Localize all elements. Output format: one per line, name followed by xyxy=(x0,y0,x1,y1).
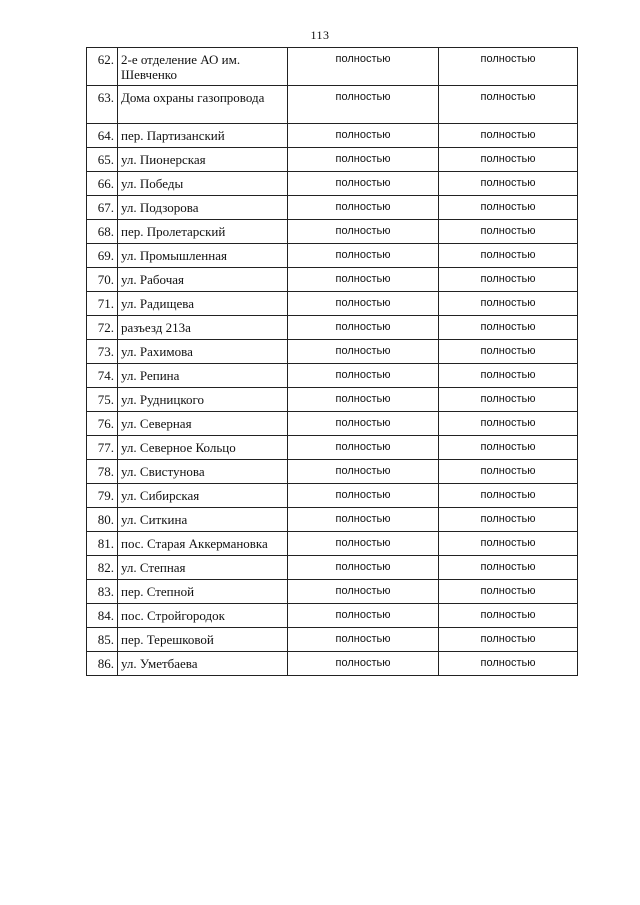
row-number: 69. xyxy=(87,244,118,268)
row-number: 73. xyxy=(87,340,118,364)
table-row xyxy=(87,532,578,556)
row-number: 66. xyxy=(87,172,118,196)
row-value-b: полностью xyxy=(439,48,578,86)
table-row xyxy=(87,652,578,676)
table-row xyxy=(87,412,578,436)
table-row xyxy=(87,484,578,508)
row-name: ул. Северная xyxy=(118,412,288,436)
table-row xyxy=(87,316,578,340)
row-value-b: полностью xyxy=(439,604,578,628)
row-number: 76. xyxy=(87,412,118,436)
row-number: 72. xyxy=(87,316,118,340)
document-table xyxy=(86,47,578,676)
row-name: пер. Партизанский xyxy=(118,124,288,148)
row-value-a: полностью xyxy=(288,532,439,556)
row-value-b: полностью xyxy=(439,268,578,292)
row-value-a: полностью xyxy=(288,292,439,316)
row-number: 79. xyxy=(87,484,118,508)
row-number: 70. xyxy=(87,268,118,292)
row-number: 78. xyxy=(87,460,118,484)
row-number: 82. xyxy=(87,556,118,580)
row-value-a: полностью xyxy=(288,412,439,436)
row-value-b: полностью xyxy=(439,244,578,268)
row-name: ул. Радищева xyxy=(118,292,288,316)
row-name: пос. Старая Аккермановка xyxy=(118,532,288,556)
table-row xyxy=(87,86,578,124)
row-value-b: полностью xyxy=(439,532,578,556)
row-value-b: полностью xyxy=(439,196,578,220)
row-value-b: полностью xyxy=(439,316,578,340)
row-value-b: полностью xyxy=(439,412,578,436)
row-value-b: полностью xyxy=(439,436,578,460)
row-name: ул. Степная xyxy=(118,556,288,580)
table-row xyxy=(87,124,578,148)
row-value-a: полностью xyxy=(288,244,439,268)
row-value-a: полностью xyxy=(288,508,439,532)
row-value-a: полностью xyxy=(288,268,439,292)
row-number: 80. xyxy=(87,508,118,532)
row-number: 63. xyxy=(87,86,118,124)
row-value-b: полностью xyxy=(439,388,578,412)
row-name: пер. Степной xyxy=(118,580,288,604)
row-number: 77. xyxy=(87,436,118,460)
table-row xyxy=(87,628,578,652)
row-number: 68. xyxy=(87,220,118,244)
row-value-b: полностью xyxy=(439,86,578,124)
row-value-a: полностью xyxy=(288,604,439,628)
table-row xyxy=(87,364,578,388)
row-value-b: полностью xyxy=(439,364,578,388)
row-number: 67. xyxy=(87,196,118,220)
row-name: Дома охраны газопровода xyxy=(118,86,288,124)
row-name: ул. Подзорова xyxy=(118,196,288,220)
row-value-a: полностью xyxy=(288,148,439,172)
table-row xyxy=(87,556,578,580)
row-value-b: полностью xyxy=(439,580,578,604)
row-number: 83. xyxy=(87,580,118,604)
table-row xyxy=(87,220,578,244)
row-name: пер. Пролетарский xyxy=(118,220,288,244)
row-value-b: полностью xyxy=(439,508,578,532)
table-row xyxy=(87,196,578,220)
row-value-a: полностью xyxy=(288,628,439,652)
row-value-a: полностью xyxy=(288,484,439,508)
table-row xyxy=(87,604,578,628)
row-name: ул. Северное Кольцо xyxy=(118,436,288,460)
table-row xyxy=(87,508,578,532)
row-value-a: полностью xyxy=(288,436,439,460)
table-row xyxy=(87,580,578,604)
row-value-a: полностью xyxy=(288,124,439,148)
row-value-a: полностью xyxy=(288,172,439,196)
row-value-a: полностью xyxy=(288,86,439,124)
row-number: 85. xyxy=(87,628,118,652)
row-name: пер. Терешковой xyxy=(118,628,288,652)
page-number: 113 xyxy=(310,28,330,42)
table-row xyxy=(87,436,578,460)
row-value-b: полностью xyxy=(439,220,578,244)
row-value-a: полностью xyxy=(288,340,439,364)
table-row xyxy=(87,148,578,172)
row-name: ул. Сибирская xyxy=(118,484,288,508)
table-row xyxy=(87,460,578,484)
row-value-b: полностью xyxy=(439,292,578,316)
table-row xyxy=(87,292,578,316)
row-name: разъезд 213а xyxy=(118,316,288,340)
row-name: ул. Свистунова xyxy=(118,460,288,484)
row-name: ул. Рахимова xyxy=(118,340,288,364)
row-value-b: полностью xyxy=(439,124,578,148)
row-value-b: полностью xyxy=(439,148,578,172)
row-number: 64. xyxy=(87,124,118,148)
row-name: ул. Пионерская xyxy=(118,148,288,172)
row-number: 84. xyxy=(87,604,118,628)
row-value-b: полностью xyxy=(439,484,578,508)
row-name: ул. Рабочая xyxy=(118,268,288,292)
row-number: 81. xyxy=(87,532,118,556)
row-value-b: полностью xyxy=(439,460,578,484)
row-value-a: полностью xyxy=(288,652,439,676)
row-value-a: полностью xyxy=(288,196,439,220)
row-value-a: полностью xyxy=(288,220,439,244)
row-value-a: полностью xyxy=(288,556,439,580)
table-row xyxy=(87,268,578,292)
row-value-a: полностью xyxy=(288,48,439,86)
row-name: 2-е отделение АО им. Шевченко xyxy=(118,48,288,86)
row-name: ул. Уметбаева xyxy=(118,652,288,676)
row-number: 62. xyxy=(87,48,118,86)
row-name: пос. Стройгородок xyxy=(118,604,288,628)
table-body xyxy=(87,48,578,676)
row-number: 74. xyxy=(87,364,118,388)
row-value-b: полностью xyxy=(439,556,578,580)
table-row xyxy=(87,340,578,364)
row-name: ул. Репина xyxy=(118,364,288,388)
table-row xyxy=(87,48,578,86)
row-name: ул. Ситкина xyxy=(118,508,288,532)
row-number: 75. xyxy=(87,388,118,412)
row-name: ул. Промышленная xyxy=(118,244,288,268)
row-value-b: полностью xyxy=(439,628,578,652)
row-number: 65. xyxy=(87,148,118,172)
row-value-a: полностью xyxy=(288,580,439,604)
row-value-a: полностью xyxy=(288,460,439,484)
row-name: ул. Победы xyxy=(118,172,288,196)
row-value-a: полностью xyxy=(288,388,439,412)
table-row xyxy=(87,388,578,412)
row-name: ул. Рудницкого xyxy=(118,388,288,412)
row-number: 86. xyxy=(87,652,118,676)
row-value-b: полностью xyxy=(439,340,578,364)
row-value-b: полностью xyxy=(439,172,578,196)
table-row xyxy=(87,244,578,268)
table-row xyxy=(87,172,578,196)
row-value-a: полностью xyxy=(288,364,439,388)
row-value-b: полностью xyxy=(439,652,578,676)
row-value-a: полностью xyxy=(288,316,439,340)
row-number: 71. xyxy=(87,292,118,316)
